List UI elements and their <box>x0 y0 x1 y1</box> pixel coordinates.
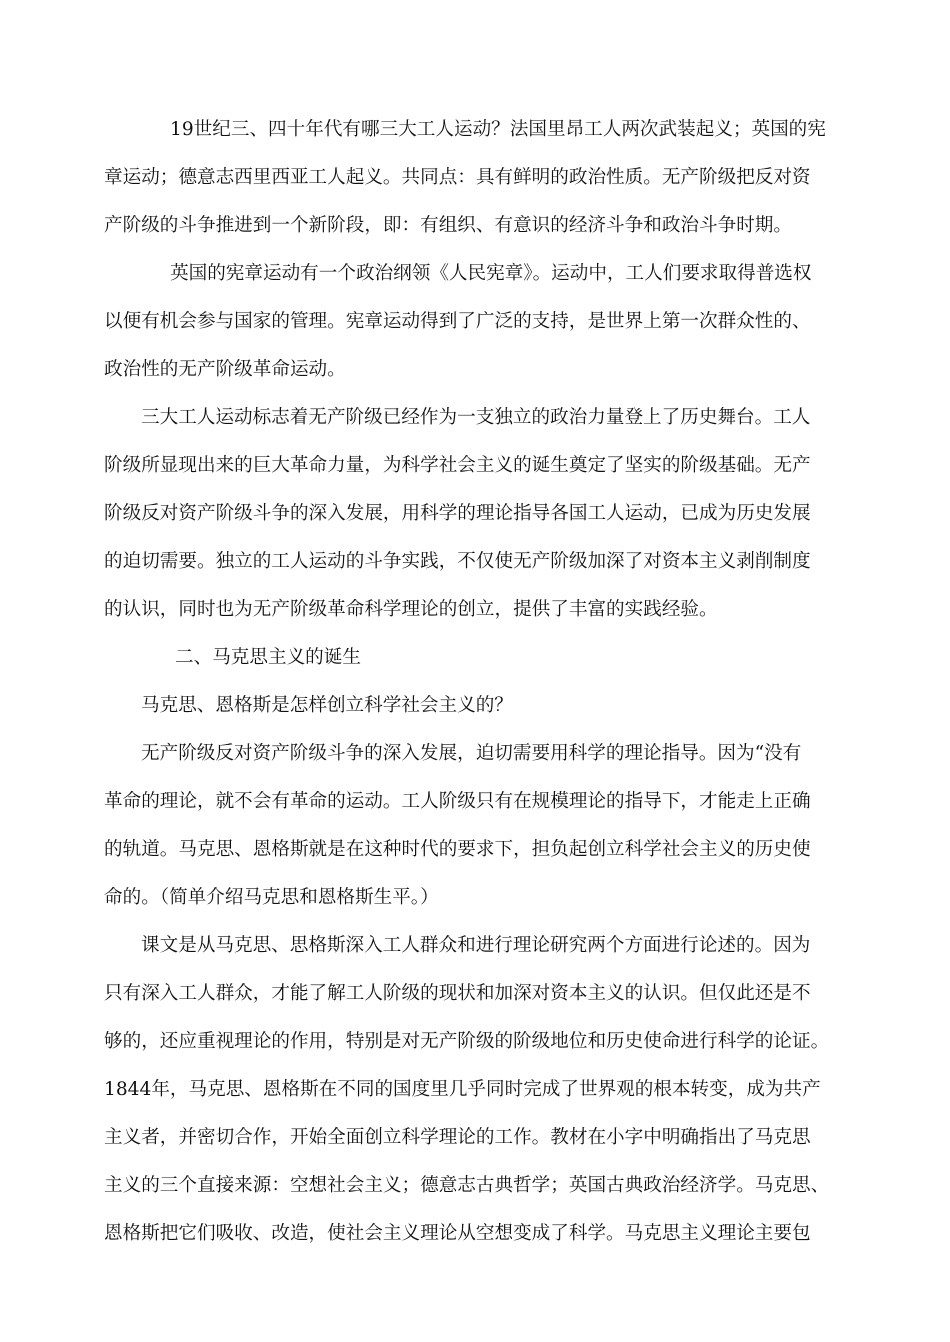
paragraph-line: 主义的三个直接来源：空想社会主义；德意志古典哲学；英国古典政治经济学。马克思、 <box>104 1175 830 1196</box>
paragraph-line: 的轨道。马克思、恩格斯就是在这种时代的要求下，担负起创立科学社会主义的历史使 <box>104 839 811 860</box>
paragraph-line: 主义者，并密切合作，开始全面创立科学理论的工作。教材在小字中明确指出了马克思 <box>104 1127 811 1148</box>
paragraph-line: 的迫切需要。独立的工人运动的斗争实践，不仅使无产阶级加深了对资本主义剥削制度 <box>104 551 811 572</box>
paragraph-line: 的认识，同时也为无产阶级革命科学理论的创立，提供了丰富的实践经验。 <box>104 599 718 620</box>
paragraph-line: 章运动；德意志西里西亚工人起义。共同点：具有鲜明的政治性质。无产阶级把反对资 <box>104 167 811 188</box>
paragraph-line: 课文是从马克思、思格斯深入工人群众和进行理论研究两个方面进行论述的。因为 <box>141 935 811 956</box>
paragraph-line: 1844年，马克思、恩格斯在不同的国度里几乎同时完成了世界观的根本转变，成为共产 <box>104 1079 821 1100</box>
paragraph-line: 只有深入工人群众，才能了解工人阶级的现状和加深对资本主义的认识。但仅此还是不 <box>104 983 811 1004</box>
paragraph-line: 无产阶级反对资产阶级斗争的深入发展，迫切需要用科学的理论指导。因为“没有 <box>141 743 802 764</box>
paragraph-line: 革命的理论，就不会有革命的运动。工人阶级只有在规模理论的指导下，才能走上正确 <box>104 791 811 812</box>
paragraph-line: 英国的宪章运动有一个政治纲领《人民宪章》。运动中，工人们要求取得普选权 <box>170 263 812 284</box>
paragraph-line: 政治性的无产阶级革命运动。 <box>104 359 346 380</box>
section-heading: 二、马克思主义的诞生 <box>175 647 361 668</box>
paragraph-line: 恩格斯把它们吸收、改造，使社会主义理论从空想变成了科学。马克思主义理论主要包 <box>104 1223 811 1244</box>
paragraph-line: 19世纪三、四十年代有哪三大工人运动？法国里昂工人两次武装起义；英国的宪 <box>170 119 826 140</box>
question-line: 马克思、恩格斯是怎样创立科学社会主义的？ <box>141 695 513 716</box>
paragraph-line: 产阶级的斗争推进到一个新阶段，即：有组织、有意识的经济斗争和政治斗争时期。 <box>104 215 792 236</box>
paragraph-line: 命的。（简单介绍马克思和恩格斯生平。） <box>104 887 439 908</box>
paragraph-line: 阶级所显现出来的巨大革命力量，为科学社会主义的诞生奠定了坚实的阶级基础。无产 <box>104 455 811 476</box>
paragraph-line: 以便有机会参与国家的管理。宪章运动得到了广泛的支持，是世界上第一次群众性的、 <box>104 311 811 332</box>
paragraph-line: 三大工人运动标志着无产阶级已经作为一支独立的政治力量登上了历史舞台。工人 <box>141 407 811 428</box>
paragraph-line: 阶级反对资产阶级斗争的深入发展，用科学的理论指导各国工人运动，已成为历史发展 <box>104 503 811 524</box>
paragraph-line: 够的，还应重视理论的作用，特别是对无产阶级的阶级地位和历史使命进行科学的论证。 <box>104 1031 830 1052</box>
